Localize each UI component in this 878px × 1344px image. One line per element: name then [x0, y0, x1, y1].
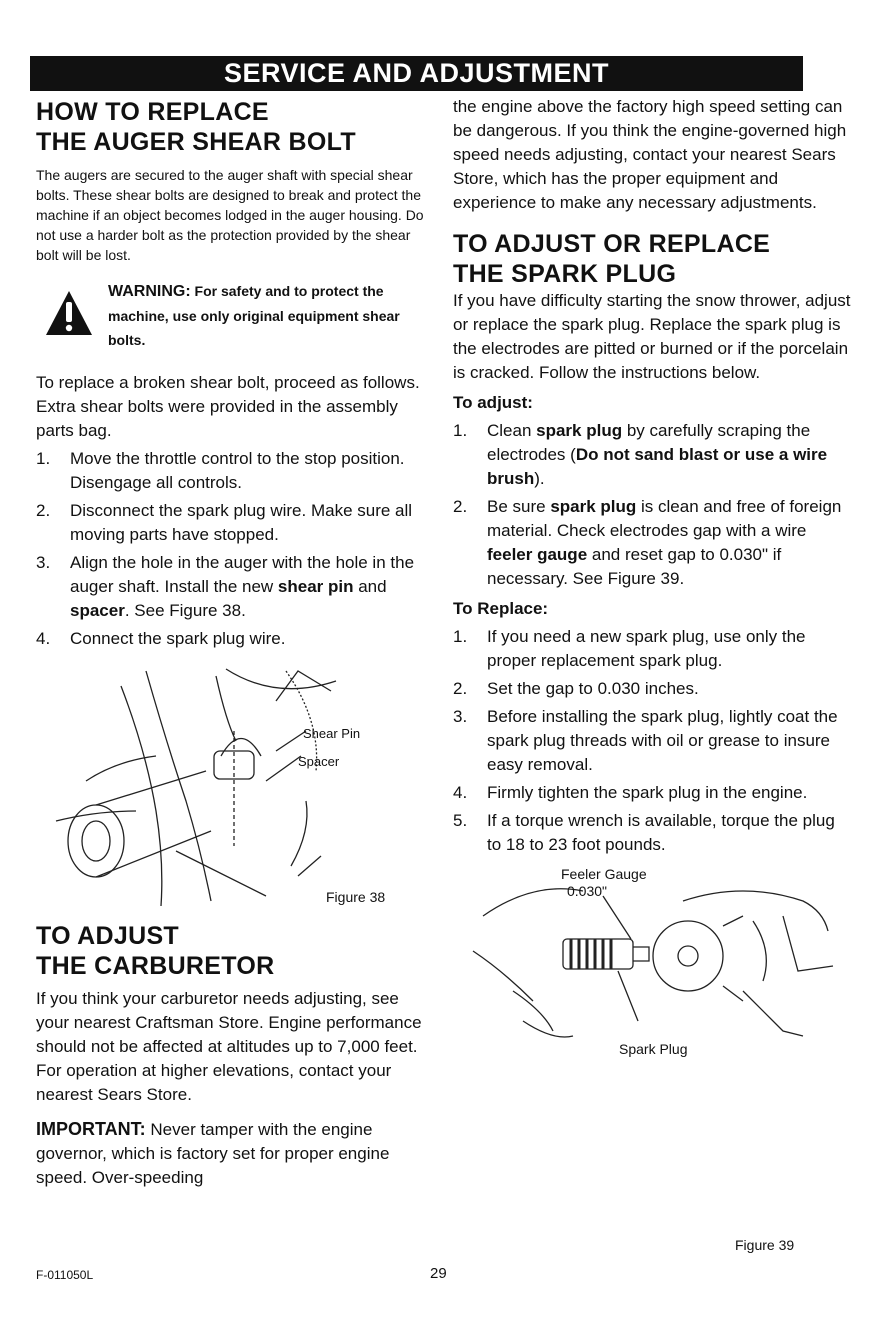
- spark-plug-gauge-illustration: [453, 861, 853, 1061]
- step-number: 3.: [453, 707, 468, 726]
- shear-bolt-title-line2: THE AUGER SHEAR BOLT: [36, 128, 356, 156]
- step-text: Connect the spark plug wire.: [70, 629, 286, 648]
- step-text: Firmly tighten the spark plug in the engine.: [487, 783, 808, 802]
- important-label: IMPORTANT:: [36, 1119, 146, 1139]
- spark-plug-title-line2: THE SPARK PLUG: [453, 260, 677, 288]
- warning-message: [108, 279, 428, 352]
- figure-39: [453, 861, 853, 1081]
- step-bold-text: spark plug: [550, 497, 637, 516]
- step-number: 4.: [453, 783, 468, 802]
- list-item: [36, 447, 428, 495]
- step-number: 1.: [453, 421, 468, 440]
- step-bold-text: feeler gauge: [487, 545, 588, 564]
- label-spacer: Spacer: [298, 754, 340, 769]
- carburetor-title-line1: TO ADJUST: [36, 922, 179, 950]
- shear-bolt-intro: The augers are secured to the auger shaft with special shear bolts. These shear bolts are designed to break and protect the machine if an object becomes lodged in the auger housing. Do not use a harder bolt as the protection provided by the shear bolt will be lost.: [36, 167, 424, 263]
- step-number: 1.: [36, 449, 51, 468]
- list-item: [36, 627, 428, 651]
- step-number: 2.: [36, 501, 51, 520]
- step-number: 3.: [36, 553, 51, 572]
- label-shear-pin: Shear Pin: [303, 726, 361, 741]
- document-code: F-011050L: [36, 1268, 94, 1282]
- step-text: and: [353, 577, 387, 596]
- figure-38: [36, 661, 428, 911]
- list-item: [453, 419, 853, 491]
- step-number: 2.: [453, 679, 468, 698]
- section-banner: SERVICE AND ADJUSTMENT: [30, 56, 803, 91]
- adjust-steps: [453, 419, 853, 591]
- spark-plug-intro: If you have difficulty starting the snow thrower, adjust or replace the spark plug. Replace the spark plug is the electrodes are pitted or burned or if the porcelain is cracked. Follow the instructions below.: [453, 291, 851, 382]
- auger-shear-pin-illustration: [36, 661, 428, 911]
- list-item: [453, 809, 853, 857]
- right-column: [453, 97, 853, 1081]
- step-bold-text: spark plug: [536, 421, 623, 440]
- step-text: is clean and free of foreign material. Check electrodes gap with a wire: [487, 497, 842, 540]
- carburetor-title-line2: THE CARBURETOR: [36, 952, 275, 980]
- page-number: 29: [430, 1265, 447, 1282]
- step-number: 1.: [453, 627, 468, 646]
- warning-label: WARNING:: [108, 283, 191, 300]
- list-item: [453, 705, 853, 777]
- step-text: and reset gap to 0.030" if necessary. See Figure 39.: [487, 545, 782, 588]
- left-column: [36, 97, 428, 1190]
- step-text: If you need a new spark plug, use only the proper replacement spark plug.: [487, 627, 806, 670]
- step-text: Clean: [487, 421, 537, 440]
- step-bold-text: Do not sand blast or use a wire brush: [487, 445, 828, 488]
- important-note: [36, 1117, 428, 1190]
- step-text: If a torque wrench is available, torque the plug to 18 to 23 foot pounds.: [487, 811, 835, 854]
- step-text: ).: [534, 469, 545, 488]
- warning-text: For safety and to protect the machine, use only original equipment shear bolts.: [108, 283, 400, 348]
- list-item: [453, 625, 853, 673]
- shear-bolt-title-line1: HOW TO REPLACE: [36, 98, 269, 126]
- step-number: 5.: [453, 811, 468, 830]
- step-text: Before installing the spark plug, lightly coat the spark plug threads with oil or grease to insure easy removal.: [487, 707, 838, 774]
- list-item: [453, 677, 853, 701]
- label-feeler-gauge: Feeler Gauge: [561, 866, 647, 882]
- step-text: Align the hole in the auger with the hole in the auger shaft. Install the new: [70, 553, 415, 596]
- label-gap: 0.030": [567, 883, 608, 899]
- warning-triangle-icon: [44, 289, 94, 337]
- step-number: 4.: [36, 629, 51, 648]
- replace-intro: To replace a broken shear bolt, proceed as follows. Extra shear bolts were provided in the assembly parts bag.: [36, 373, 420, 440]
- spark-plug-title-line1: TO ADJUST OR REPLACE: [453, 230, 771, 258]
- list-item: [453, 781, 853, 805]
- list-item: [36, 499, 428, 547]
- important-text: Never tamper with the engine governor, which is factory set for proper engine speed. Over-speeding: [36, 1120, 390, 1187]
- step-text: . See Figure 38.: [124, 601, 246, 620]
- replace-heading: To Replace:: [453, 599, 549, 618]
- step-text: Disconnect the spark plug wire. Make sure all moving parts have stopped.: [70, 501, 413, 544]
- step-bold-text: spacer: [70, 601, 125, 620]
- step-text: Set the gap to 0.030 inches.: [487, 679, 699, 698]
- continued-text: the engine above the factory high speed setting can be dangerous. If you think the engine-governed high speed needs adjusting, contact your nearest Sears Store, which has the proper equipment and experience to make any necessary adjustments.: [453, 97, 847, 212]
- replace-steps: [453, 625, 853, 857]
- step-number: 2.: [453, 497, 468, 516]
- figure-39-caption: Figure 39: [735, 1237, 795, 1253]
- step-text: Be sure: [487, 497, 551, 516]
- carburetor-text: If you think your carburetor needs adjusting, see your nearest Craftsman Store. Engine performance should not be affected at altitudes up to 7,000 feet. For operation at higher elevations, contact your nearest Sears Store.: [36, 989, 422, 1104]
- step-text: Move the throttle control to the stop position. Disengage all controls.: [70, 449, 405, 492]
- label-spark-plug: Spark Plug: [619, 1041, 688, 1057]
- list-item: [36, 551, 428, 623]
- step-text: by carefully scraping the electrodes (: [487, 421, 811, 464]
- step-bold-text: shear pin: [277, 577, 354, 596]
- list-item: [453, 495, 853, 591]
- figure-38-caption: Figure 38: [326, 889, 386, 905]
- shear-bolt-steps: [36, 447, 428, 651]
- adjust-heading: To adjust:: [453, 393, 533, 412]
- warning-box: [36, 279, 428, 365]
